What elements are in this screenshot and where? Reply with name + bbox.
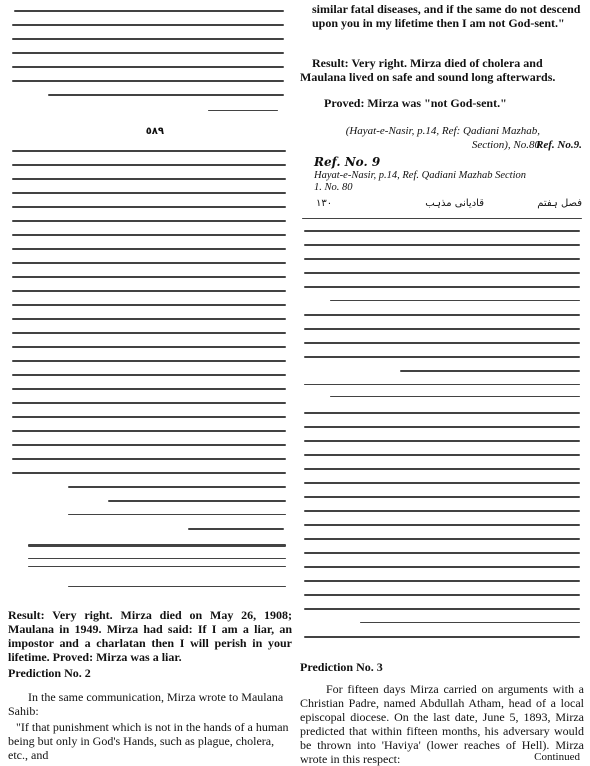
right-citation: (Hayat-e-Nasir, p.14, Ref: Qadiani Mazhab, Section), No.80 (345, 125, 540, 151)
left-prediction-heading: Prediction No. 2 (8, 666, 91, 680)
urdu-scan-main (8, 146, 292, 602)
right-prediction-heading: Prediction No. 3 (300, 660, 383, 674)
urdu-header-left: ١٣٠ (316, 198, 333, 209)
right-result-text: Result: Very right. Mirza died of cholera and Maulana lived on safe and sound long afterwards. (300, 56, 556, 84)
left-intro-text: In the same communication, Mirza wrote to Maulana Sahib: (8, 690, 284, 718)
handwritten-ref: Ref. No. 9 (314, 155, 381, 169)
left-result-text: Result: Very right. Mirza died on May 26, 1908; Maulana in 1949. Mirza had said: If I am a liar, an impostor and a charlatan then I will perish in your lifetime. Proved: Mirza was a liar. (8, 608, 292, 664)
left-quote-text: "If that punishment which is not in the hands of a human being but only in God's Hands, such as plague, cholera, etc., and (8, 720, 289, 762)
urdu-header-right: فصل ہفتم (537, 198, 582, 209)
right-body-text: For fifteen days Mirza carried on arguments with a Christian Padre, named Abdullah Atham, head of a local episcopal diocese. On the last date, June 5, 1893, Mirza predicted that within fifteen months, his adversary would be thrown into 'Haviya' (lower reaches of Hell). Mirza wrote in this respect: (300, 682, 584, 766)
right-proved-text: Proved: Mirza was "not God-sent." (324, 96, 507, 110)
urdu-scan-top (8, 2, 292, 122)
handwritten-line-1: Hayat-e-Nasir, p.14, Ref. Qadiani Mazhab Section (314, 170, 527, 181)
urdu-scan-right (300, 214, 584, 652)
right-top-quote: similar fatal diseases, and if the same do not descend upon you in my lifetime then I am not God-sent." (312, 2, 581, 30)
page-number: ٥٨٩ (145, 126, 164, 137)
handwritten-line-2: 1. No. 80 (314, 182, 353, 193)
urdu-header-mid: قادیانی مذہب (425, 198, 484, 209)
right-citation-ref: Ref. No.9. (536, 139, 582, 151)
continued-label: Continued (534, 751, 580, 763)
